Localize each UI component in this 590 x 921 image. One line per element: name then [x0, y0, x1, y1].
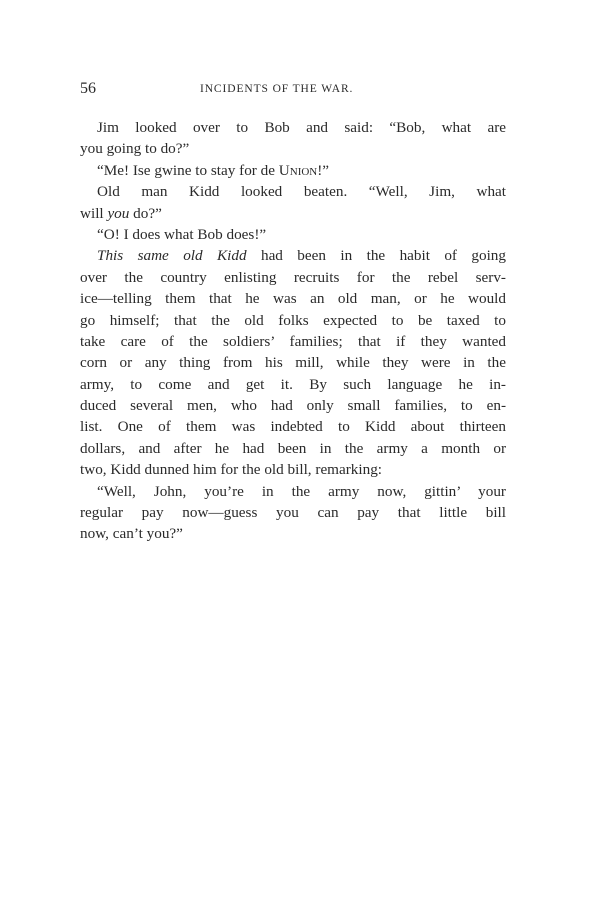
book-page: [80, 80, 506, 545]
text-segment: corn or any thing from his mill, while they were in the: [80, 354, 506, 372]
text-segment: duced several men, who had only small families, to en-: [80, 397, 506, 415]
text-line: [80, 352, 506, 373]
text-line: [80, 245, 506, 266]
text-segment: ice—telling them that he was an old man, or he would: [80, 290, 506, 308]
page-header: [80, 80, 506, 102]
text-segment: take care of the soldiers’ families; that if they wanted: [80, 332, 506, 350]
text-segment: over the country enlisting recruits for the rebel serv-: [80, 268, 506, 286]
text-segment: go himself; that the old folks expected to be taxed to: [80, 311, 506, 329]
text-line: [80, 502, 506, 523]
text-segment: This same old Kidd: [97, 247, 247, 265]
text-line: [80, 481, 506, 502]
text-segment: list. One of them was indebted to Kidd about thirteen: [80, 418, 506, 436]
text-segment: you going to do?”: [80, 140, 190, 158]
text-line: [80, 160, 506, 181]
text-line: [80, 416, 506, 437]
body-text: [80, 117, 506, 545]
text-line: [80, 438, 506, 459]
text-segment: Union: [278, 161, 318, 179]
text-segment: you: [107, 204, 130, 222]
text-segment: regular pay now—guess you can pay that little bill: [80, 504, 506, 522]
text-line: [80, 395, 506, 416]
text-segment: “Well, John, you’re in the army now, gittin’ your: [97, 482, 506, 500]
text-line: [80, 288, 506, 309]
running-title: INCIDENTS OF THE WAR.: [200, 83, 354, 95]
text-line: [80, 374, 506, 395]
text-segment: dollars, and after he had been in the army a month or: [80, 439, 506, 457]
text-segment: two, Kidd dunned him for the old bill, remarking:: [80, 461, 383, 479]
text-segment: do?”: [129, 204, 162, 222]
text-segment: will: [80, 204, 108, 222]
text-line: [80, 459, 506, 480]
text-segment: “O! I does what Bob does!”: [97, 225, 267, 243]
text-line: [80, 523, 506, 544]
text-line: [80, 310, 506, 331]
text-segment: Old man Kidd looked beaten. “Well, Jim, what: [97, 183, 506, 201]
text-line: [80, 203, 506, 224]
text-line: [80, 181, 506, 202]
text-line: [80, 267, 506, 288]
text-segment: Jim looked over to Bob and said: “Bob, what are: [97, 119, 506, 136]
text-segment: had been in the habit of going: [246, 247, 506, 265]
text-segment: army, to come and get it. By such language he in-: [80, 375, 506, 393]
text-segment: “Me! Ise gwine to stay for de: [97, 161, 279, 179]
text-segment: !”: [317, 161, 330, 179]
page-number: 56: [80, 80, 96, 97]
text-line: [80, 224, 506, 245]
text-line: [80, 138, 506, 159]
text-line: [80, 331, 506, 352]
text-segment: now, can’t you?”: [80, 525, 183, 543]
text-line: [80, 117, 506, 138]
